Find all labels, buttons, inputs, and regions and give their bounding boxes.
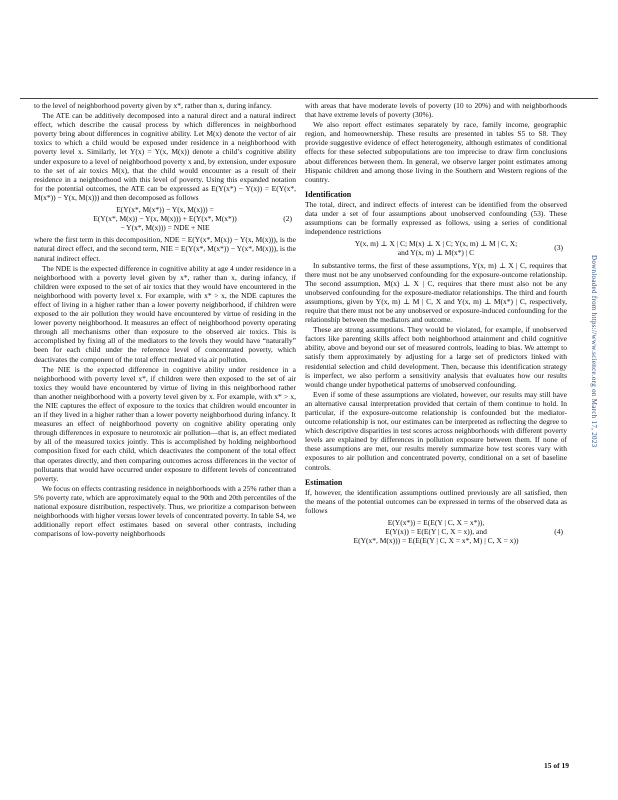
paragraph: We focus on effects contrasting residence in neighborhoods with a 25% rather than a 5% poverty rate, which are approximately equal to the 90th and 20th percentiles of the national exposure distribution, respectively. Thus, we prioritize a comparison between neighborhoods with higher versus lower levels of concentrated poverty. In table S4, we additionally report effect estimates based on several other contrasts, including comparisons of low-poverty neighborhoods — [34, 483, 296, 539]
download-sidebar — [589, 255, 599, 635]
equation-line: Y(x, m) ⊥ X | C; M(x) ⊥ X | C; Y(x, m) ⊥ M | C, X; — [354, 239, 518, 249]
paragraph: The total, direct, and indirect effects of interest can be identified from the observed data under a set of four assumptions about unobserved confounding (53). These assumptions can be formally expressed as follows, using a series of conditional independence restrictions — [305, 199, 567, 237]
equation-line: − Y(x*, M(x))) = NDE + NIE — [120, 223, 210, 233]
section-heading: Estimation — [305, 477, 343, 487]
equation-3 — [305, 239, 567, 257]
paragraph: where the first term in this decomposition, NDE = E(Y(x*, M(x)) − Y(x, M(x))), is the natural direct effect, and the second term, NIE = E(Y(x*, M(x*)) − Y(x*, M(x))), is the natural indirect effect. — [34, 235, 296, 263]
left-column — [34, 101, 296, 539]
equation-line: and Y(x, m) ⊥ M(x*) | C — [397, 248, 475, 258]
paragraph: The ATE can be additively decomposed into a natural direct and a natural indirect effect, which describe the causal process by which differences in neighborhood poverty bring about differences in cognitive ability. Let M(x) denote the vector of air toxics to which a child would be exposed under residence in a neighborhood with poverty level x. Similarly, let Y(x) = Y(x, M(x)) denote a child’s cognitive ability under exposure to a level of neighborhood poverty x and, by extension, under exposure to the set of air toxics M(x), that the child would encounter as a result of their residence in a neighborhood with this level of poverty. Using this expanded notation for the potential outcomes, the ATE can be expressed as E(Y(x*) − Y(x)) = E(Y(x*, M(x*)) − Y(x, M(x))) and then decomposed as follows — [34, 111, 296, 202]
equation-line: E(Y(x)) = E(E(Y | C, X = x)), and — [385, 527, 487, 537]
download-notice-link[interactable]: Downloaded from https://www.science.org on March 17, 2023 — [590, 255, 598, 448]
equation-line: E(Y(x*)) = E(E(Y | C, X = x*)), — [387, 518, 485, 528]
equation-line: E(Y(x*, M(x*)) − Y(x, M(x))) = — [116, 205, 214, 215]
paragraph: If, however, the identification assumptions outlined previously are all satisfied, then the means of the potential outcomes can be expressed in terms of the observed data as follows — [305, 487, 567, 515]
section-heading: Identification — [305, 189, 352, 199]
equation-2 — [34, 205, 296, 232]
equation-line: E(Y(x*, M(x)) − Y(x, M(x))) + E(Y(x*, M(x*)) — [93, 214, 237, 224]
paragraph: Even if some of these assumptions are violated, however, our results may still have an alternative causal interpretation provided that certain of them continue to hold. In particular, if the exposure-outcome relationship is confounded but the mediator-outcome relationship is not, our estimates can be interpreted as reflecting the degree to which descriptive disparities in test scores across neighborhoods with different poverty levels are explained by differences in pollution exposure between them. If none of these assumptions are met, our results merely summarize how test scores vary with exposures to air pollution and concentrated poverty, conditional on a set of baseline controls. — [305, 389, 567, 472]
equation-4 — [305, 518, 567, 545]
paragraph: In substantive terms, the first of these assumptions, Y(x, m) ⊥ X | C, requires that there must not be any unobserved confounding for the exposure-outcome relationship. The second assumption, M(x) ⊥ X | C, requires that there must also not be any unobserved confounding for the exposure-mediator relationships. The third and fourth assumptions, given by Y(x, m) ⊥ M | C, X and Y(x, m) ⊥ M(x*) | C, respectively, require that there must not be any unobserved or exposure-induced confounding for the relationship between the mediators and outcome. — [305, 260, 568, 325]
equation-line: E(Y(x*, M(x))) = E(E(E(Y | C, X = x*, M) | C, X = x)) — [353, 536, 519, 546]
paragraph: We also report effect estimates separately by race, family income, geographic region, and homeownership. These results are presented in tables S5 to S8. They provide suggestive evidence of effect heterogeneity, although estimates of conditional effects for these selected subpopulations are too imprecise to draw firm conclusions about differences between them. In general, we observe larger point estimates among Hispanic children and among those living in the Southern and Western regions of the country. — [305, 120, 567, 184]
paragraph: The NDE is the expected difference in cognitive ability at age 4 under residence in a neighborhood with a poverty level given by x*, rather than x, during infancy, if children were exposed to the set of air toxics that they would have encountered in the neighborhood with poverty level x. For example, with x* > x, the NDE captures the effect of living in a higher rather than a lower poverty neighborhood, if children were exposed to the air pollution they would have encountered by virtue of residing in the lower poverty neighborhood. It measures an effect of neighborhood poverty operating through all mechanisms other than exposure to the observed air toxics. This is accomplished by fixing all of the mediators to the levels they would have “naturally” been for each child under the reference level of concentrated poverty, which deactivates the component of the total effect mediated via air pollution. — [34, 263, 296, 364]
header-rule — [20, 98, 598, 99]
paragraph: The NIE is the expected difference in cognitive ability under residence in a neighborhood with poverty level x*, if children were then exposed to the set of air toxics they would have encountered by virtue of living in this neighborhood rather than another neighborhood with a poverty level given by x. For example, with x* > x, the NIE captures the effect of exposure to the toxics that children would encounter in an if they lived in a higher rather than a lower poverty neighborhood during infancy. It measures an effect of neighborhood poverty on cognitive ability operating only through differences in exposure to neurotoxic air pollution—that is, an effect mediated by all of the measured toxics jointly. This is accomplished by holding neighborhood composition fixed for each child, which deactivates the component of the total effect that operates directly, and then comparing outcomes across differences in the vector of pollutants that would have occurred under exposure to different levels of concentrated poverty. — [34, 364, 296, 483]
paragraph: These are strong assumptions. They would be violated, for example, if unobserved factors like parenting skills affect both neighborhood attainment and child cognitive ability, above and beyond our set of measured controls, leading to bias. We attempt to satisfy them approximately by adjusting for a large set of predictors linked with residential selection and child development. Then, because this identification strategy is imperfect, we also perform a sensitivity analysis that evaluates how our results would change under hypothetical patterns of unobserved confounding. — [305, 325, 567, 389]
paragraph: with areas that have moderate levels of poverty (10 to 20%) and with neighborhoods that have extreme levels of poverty (30%). — [305, 101, 567, 120]
equation-number: (4) — [554, 527, 563, 537]
paragraph: to the level of neighborhood poverty given by x*, rather than x, during infancy. — [34, 101, 272, 110]
right-column — [305, 101, 567, 548]
equation-number: (3) — [554, 243, 563, 253]
equation-number: (2) — [283, 214, 292, 224]
page-number: 15 of 19 — [544, 761, 569, 770]
